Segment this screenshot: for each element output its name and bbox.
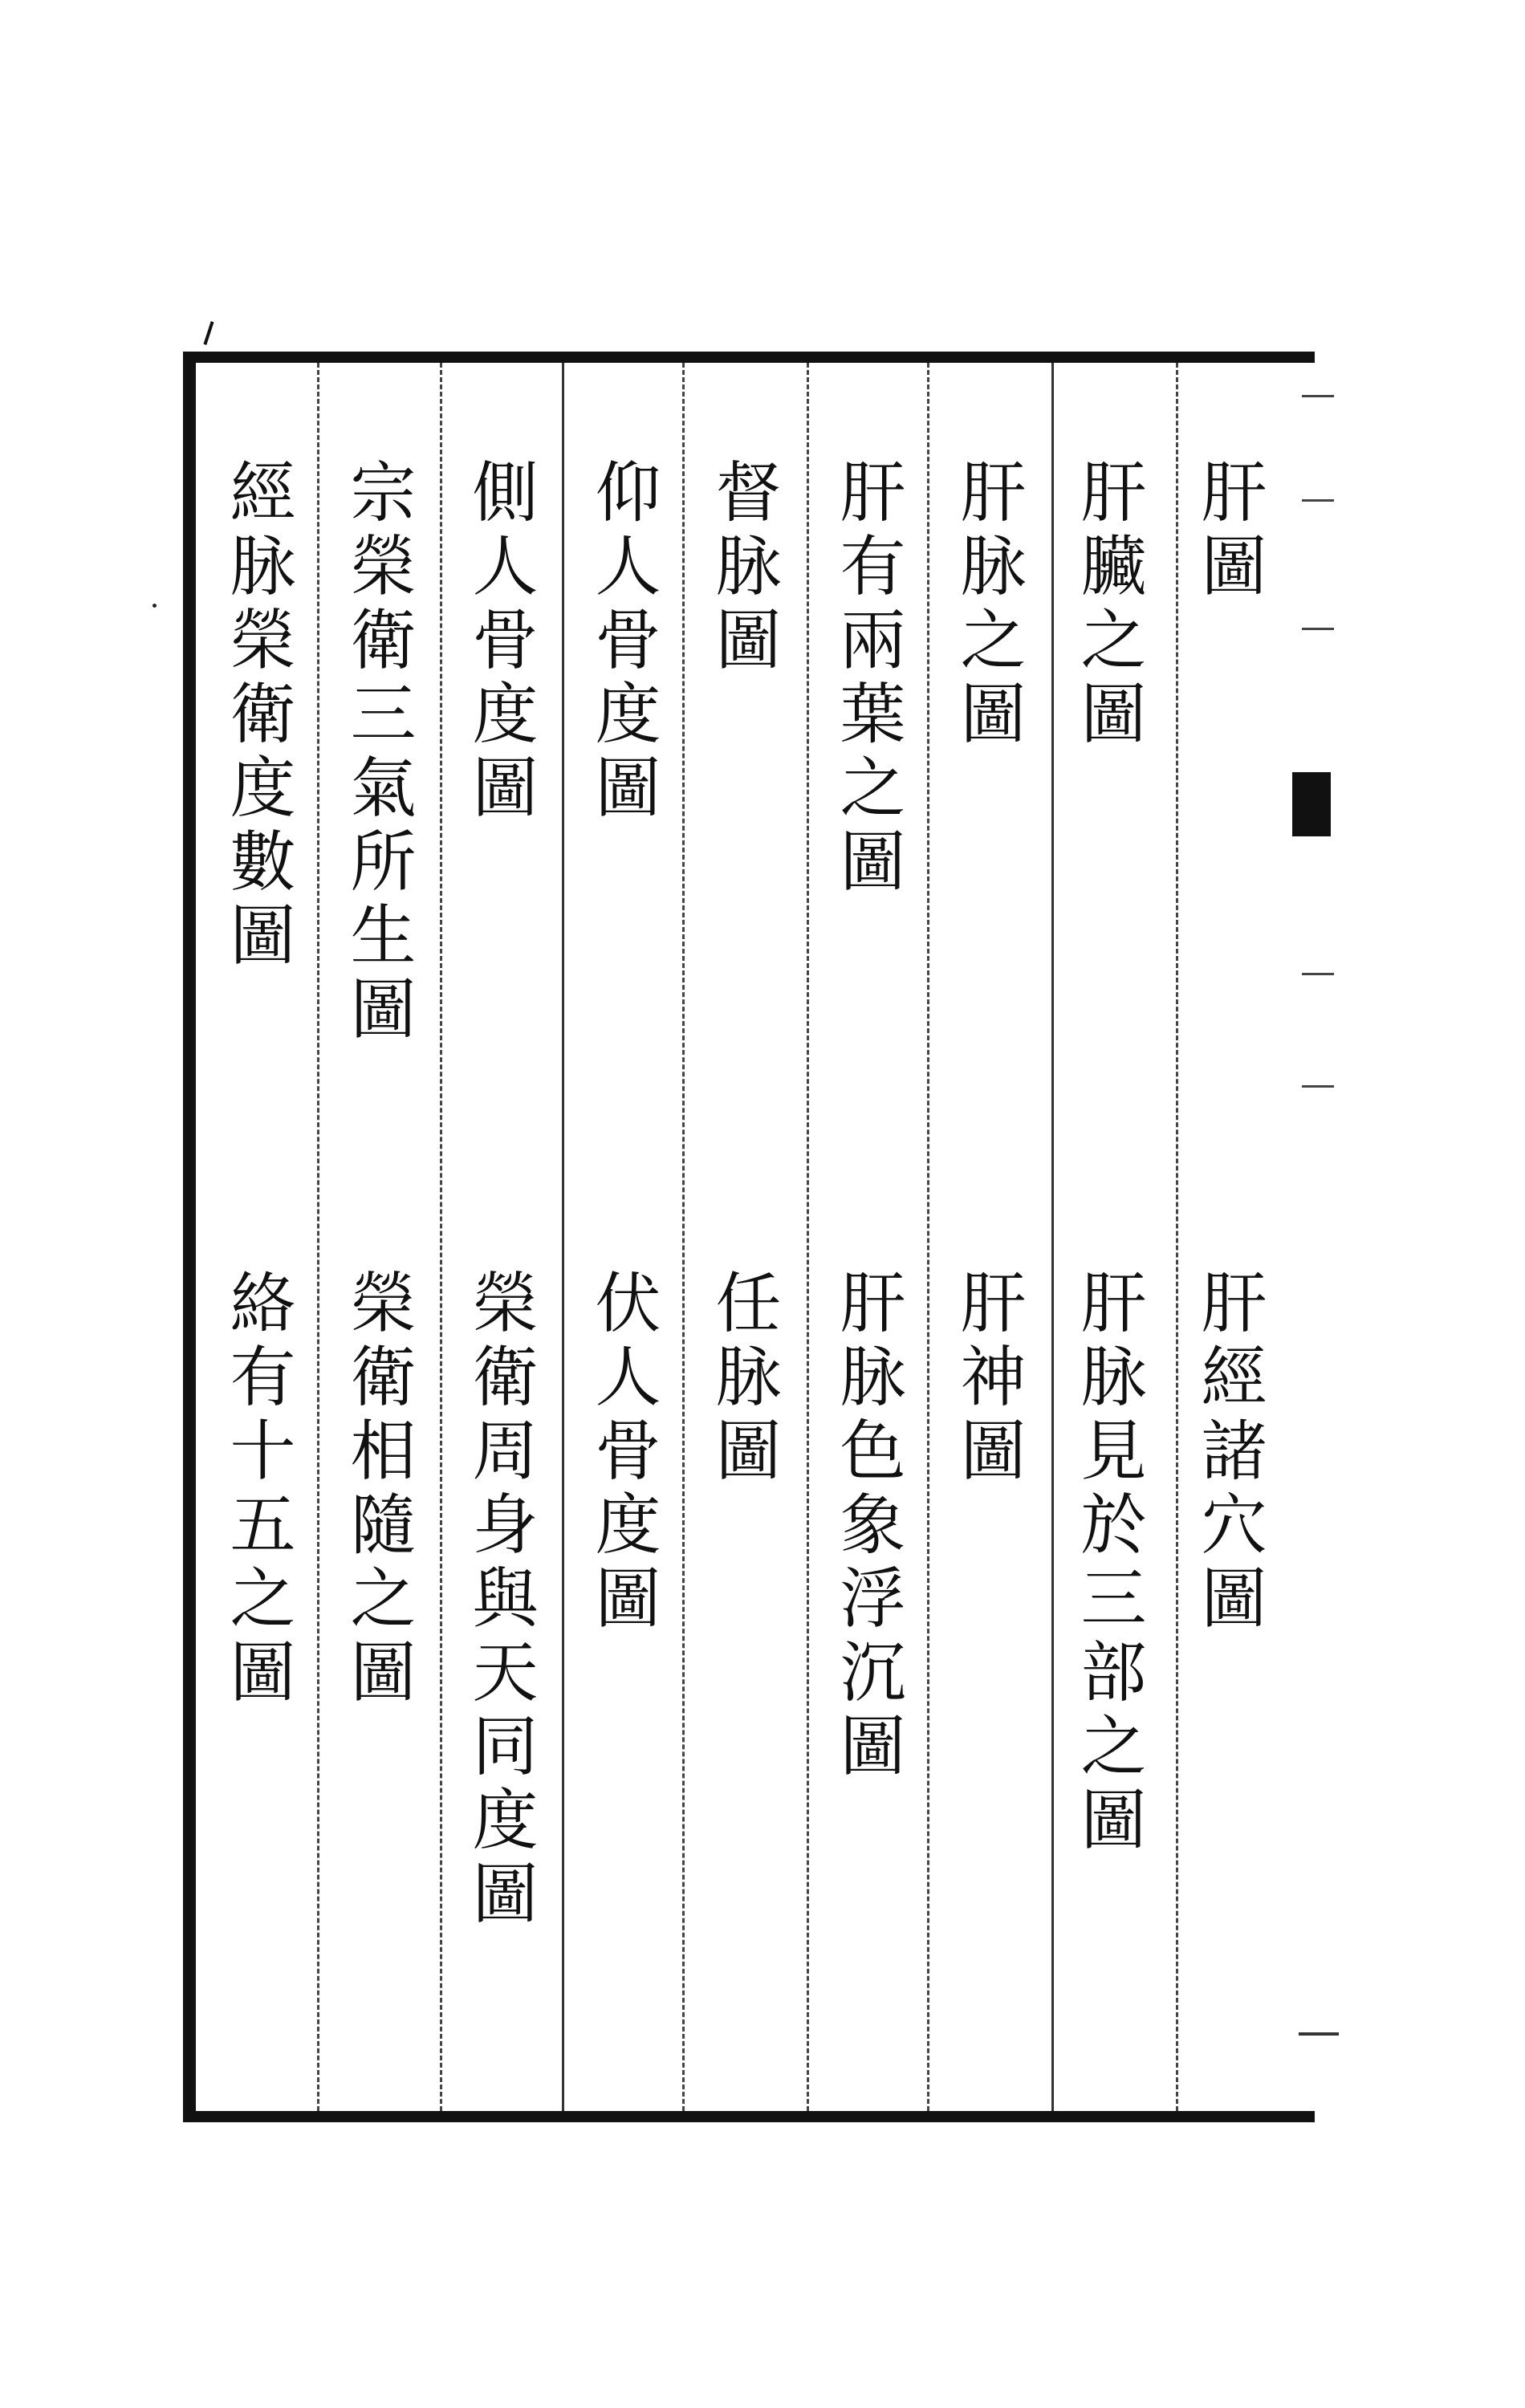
toc-column-8-bottom	[337, 1268, 417, 1711]
gutter-fragment	[1302, 973, 1334, 975]
toc-entry: 任脉圖	[705, 1268, 781, 1490]
toc-column-1-bottom	[1188, 1268, 1268, 1637]
toc-column-5-top	[702, 458, 783, 679]
column-separator	[440, 363, 442, 2111]
gutter-fragment	[1302, 1085, 1334, 1088]
toc-entry: 伏人骨度圖	[584, 1268, 661, 1637]
toc-entry: 肝經諸穴圖	[1190, 1268, 1267, 1637]
column-separator	[682, 363, 685, 2111]
toc-entry: 肝脉色象浮沉圖	[829, 1268, 905, 1785]
toc-column-3-bottom	[947, 1268, 1027, 1490]
toc-entry: 督脉圖	[705, 458, 781, 679]
toc-column-9-top	[217, 458, 297, 974]
column-separator	[807, 363, 809, 2111]
toc-column-1-top	[1188, 458, 1268, 605]
toc-column-5-bottom	[702, 1268, 783, 1490]
toc-entry: 仰人骨度圖	[584, 458, 661, 827]
toc-entry: 肝神圖	[950, 1268, 1026, 1490]
toc-entry: 宗榮衛三氣所生圖	[340, 458, 416, 1048]
toc-entry: 榮衛相隨之圖	[340, 1268, 416, 1711]
toc-column-7-top	[459, 458, 539, 827]
gutter-fragment	[1302, 499, 1334, 502]
frame-bottom-border	[183, 2111, 1315, 2122]
toc-entry: 肝臟之圖	[1070, 458, 1146, 753]
ink-tick-mark	[203, 321, 214, 345]
toc-column-8-top	[337, 458, 417, 1048]
page-gutter	[1284, 363, 1340, 2111]
column-separator	[1176, 363, 1178, 2111]
column-separator	[562, 363, 564, 2111]
gutter-fragment	[1302, 628, 1334, 630]
column-separator	[927, 363, 929, 2111]
toc-entry: 肝脉之圖	[950, 458, 1026, 753]
toc-column-4-bottom	[827, 1268, 907, 1785]
gutter-fragment	[1302, 395, 1334, 397]
toc-entry: 肝有兩葉之圖	[829, 458, 905, 901]
column-separator	[1051, 363, 1054, 2111]
toc-column-6-bottom	[582, 1268, 662, 1637]
gutter-black-block	[1292, 772, 1331, 836]
frame-left-border	[183, 352, 196, 2122]
toc-column-9-bottom	[217, 1268, 297, 1711]
toc-entry: 肝脉見於三部之圖	[1070, 1268, 1146, 1859]
toc-column-7-bottom	[459, 1268, 539, 1933]
toc-column-2-bottom	[1068, 1268, 1148, 1859]
toc-entry: 榮衛周身與天同度圖	[462, 1268, 538, 1933]
toc-column-2-top	[1068, 458, 1148, 753]
frame-top-border	[183, 352, 1315, 363]
toc-entry: 絡有十五之圖	[219, 1268, 295, 1711]
ink-speck	[152, 604, 157, 608]
gutter-line	[1299, 2032, 1339, 2036]
toc-entry: 側人骨度圖	[462, 458, 538, 827]
toc-column-6-top	[582, 458, 662, 827]
toc-entry: 經脉榮衛度數圖	[219, 458, 295, 974]
column-separator	[317, 363, 319, 2111]
toc-entry: 肝圖	[1190, 458, 1267, 605]
toc-column-3-top	[947, 458, 1027, 753]
toc-column-4-top	[827, 458, 907, 901]
